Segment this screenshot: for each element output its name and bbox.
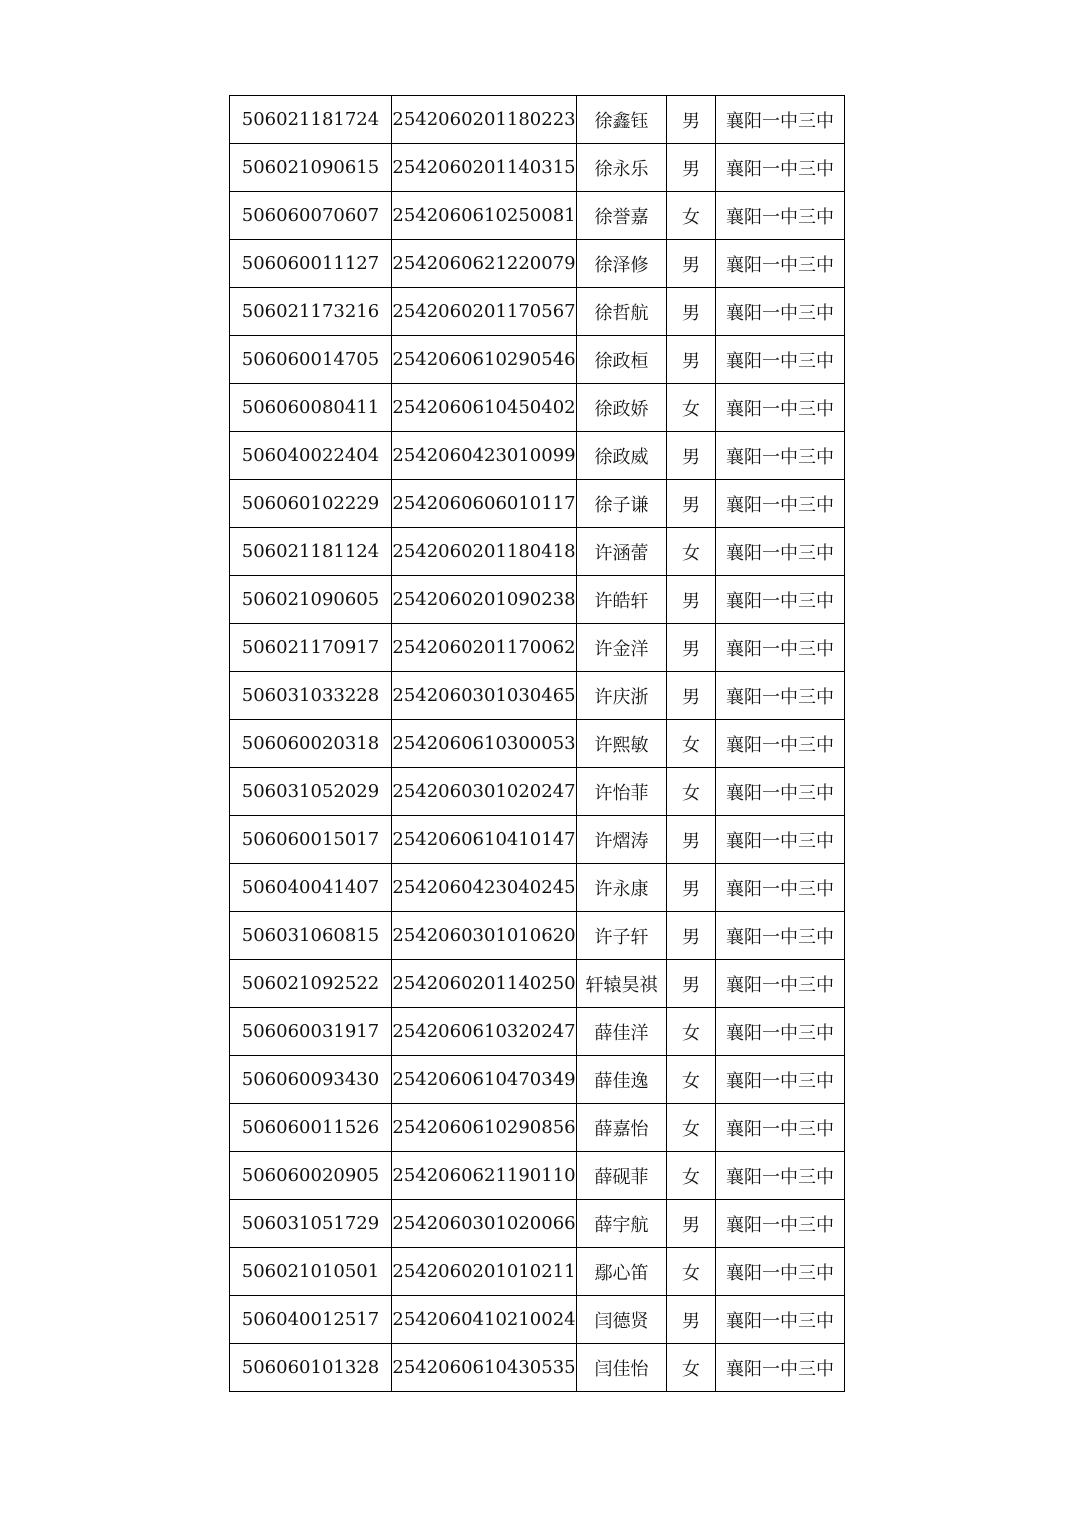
gender-cell: 男 <box>667 864 716 912</box>
table-row <box>230 240 845 288</box>
name-cell: 徐子谦 <box>577 480 667 528</box>
exam-number-cell: 506031060815 <box>230 912 392 960</box>
exam-number-cell: 506040041407 <box>230 864 392 912</box>
name-cell: 薛宇航 <box>577 1200 667 1248</box>
gender-cell: 男 <box>667 480 716 528</box>
exam-number-cell: 506060020905 <box>230 1152 392 1200</box>
name-cell: 闫德贤 <box>577 1296 667 1344</box>
exam-number-cell: 506021181724 <box>230 96 392 144</box>
gender-cell: 男 <box>667 1200 716 1248</box>
exam-number-cell: 506060014705 <box>230 336 392 384</box>
table-row <box>230 192 845 240</box>
table-row <box>230 912 845 960</box>
school-cell: 襄阳一中三中 <box>716 192 845 240</box>
school-cell: 襄阳一中三中 <box>716 1008 845 1056</box>
registration-number-cell: 2542060301020247 <box>392 768 577 816</box>
exam-number-cell: 506060015017 <box>230 816 392 864</box>
registration-number-cell: 2542060423040245 <box>392 864 577 912</box>
student-list-table <box>229 95 845 1392</box>
table-row <box>230 144 845 192</box>
exam-number-cell: 506021090615 <box>230 144 392 192</box>
registration-number-cell: 2542060606010117 <box>392 480 577 528</box>
school-cell: 襄阳一中三中 <box>716 480 845 528</box>
name-cell: 许子轩 <box>577 912 667 960</box>
registration-number-cell: 2542060301030465 <box>392 672 577 720</box>
name-cell: 鄢心笛 <box>577 1248 667 1296</box>
school-cell: 襄阳一中三中 <box>716 1104 845 1152</box>
name-cell: 薛佳洋 <box>577 1008 667 1056</box>
name-cell: 许金洋 <box>577 624 667 672</box>
name-cell: 徐泽修 <box>577 240 667 288</box>
school-cell: 襄阳一中三中 <box>716 240 845 288</box>
name-cell: 闫佳怡 <box>577 1344 667 1392</box>
exam-number-cell: 506060011526 <box>230 1104 392 1152</box>
gender-cell: 男 <box>667 432 716 480</box>
registration-number-cell: 2542060201140315 <box>392 144 577 192</box>
school-cell: 襄阳一中三中 <box>716 384 845 432</box>
school-cell: 襄阳一中三中 <box>716 432 845 480</box>
gender-cell: 女 <box>667 528 716 576</box>
table-row <box>230 288 845 336</box>
registration-number-cell: 2542060610300053 <box>392 720 577 768</box>
gender-cell: 女 <box>667 384 716 432</box>
exam-number-cell: 506021170917 <box>230 624 392 672</box>
registration-number-cell: 2542060201090238 <box>392 576 577 624</box>
name-cell: 薛砚菲 <box>577 1152 667 1200</box>
name-cell: 许熙敏 <box>577 720 667 768</box>
registration-number-cell: 2542060610290546 <box>392 336 577 384</box>
registration-number-cell: 2542060621220079 <box>392 240 577 288</box>
name-cell: 许熠涛 <box>577 816 667 864</box>
gender-cell: 男 <box>667 912 716 960</box>
table-row <box>230 624 845 672</box>
gender-cell: 男 <box>667 240 716 288</box>
exam-number-cell: 506040022404 <box>230 432 392 480</box>
gender-cell: 女 <box>667 1056 716 1104</box>
gender-cell: 女 <box>667 192 716 240</box>
gender-cell: 女 <box>667 1248 716 1296</box>
name-cell: 许庆浙 <box>577 672 667 720</box>
table-row <box>230 1152 845 1200</box>
exam-number-cell: 506021010501 <box>230 1248 392 1296</box>
gender-cell: 男 <box>667 960 716 1008</box>
table-row <box>230 336 845 384</box>
gender-cell: 男 <box>667 96 716 144</box>
name-cell: 许涵蕾 <box>577 528 667 576</box>
school-cell: 襄阳一中三中 <box>716 624 845 672</box>
table-body <box>230 96 845 1392</box>
school-cell: 襄阳一中三中 <box>716 1200 845 1248</box>
exam-number-cell: 506021090605 <box>230 576 392 624</box>
registration-number-cell: 2542060610430535 <box>392 1344 577 1392</box>
school-cell: 襄阳一中三中 <box>716 528 845 576</box>
exam-number-cell: 506040012517 <box>230 1296 392 1344</box>
exam-number-cell: 506021181124 <box>230 528 392 576</box>
school-cell: 襄阳一中三中 <box>716 1056 845 1104</box>
registration-number-cell: 2542060201170567 <box>392 288 577 336</box>
school-cell: 襄阳一中三中 <box>716 336 845 384</box>
gender-cell: 女 <box>667 1344 716 1392</box>
table-row <box>230 1056 845 1104</box>
exam-number-cell: 506060070607 <box>230 192 392 240</box>
table-row <box>230 960 845 1008</box>
table-row <box>230 864 845 912</box>
table-row <box>230 1248 845 1296</box>
gender-cell: 女 <box>667 1104 716 1152</box>
school-cell: 襄阳一中三中 <box>716 1152 845 1200</box>
exam-number-cell: 506060101328 <box>230 1344 392 1392</box>
registration-number-cell: 2542060201180418 <box>392 528 577 576</box>
table-row <box>230 816 845 864</box>
gender-cell: 男 <box>667 624 716 672</box>
exam-number-cell: 506021173216 <box>230 288 392 336</box>
exam-number-cell: 506060020318 <box>230 720 392 768</box>
name-cell: 徐政威 <box>577 432 667 480</box>
registration-number-cell: 2542060610450402 <box>392 384 577 432</box>
school-cell: 襄阳一中三中 <box>716 816 845 864</box>
name-cell: 徐政娇 <box>577 384 667 432</box>
registration-number-cell: 2542060610250081 <box>392 192 577 240</box>
registration-number-cell: 2542060610410147 <box>392 816 577 864</box>
school-cell: 襄阳一中三中 <box>716 1296 845 1344</box>
name-cell: 轩辕昊祺 <box>577 960 667 1008</box>
table-row <box>230 1008 845 1056</box>
gender-cell: 男 <box>667 576 716 624</box>
table-row <box>230 528 845 576</box>
exam-number-cell: 506031051729 <box>230 1200 392 1248</box>
gender-cell: 女 <box>667 720 716 768</box>
registration-number-cell: 2542060201170062 <box>392 624 577 672</box>
gender-cell: 女 <box>667 768 716 816</box>
table-row <box>230 480 845 528</box>
exam-number-cell: 506060093430 <box>230 1056 392 1104</box>
registration-number-cell: 2542060201010211 <box>392 1248 577 1296</box>
registration-number-cell: 2542060621190110 <box>392 1152 577 1200</box>
gender-cell: 男 <box>667 1296 716 1344</box>
school-cell: 襄阳一中三中 <box>716 720 845 768</box>
name-cell: 薛嘉怡 <box>577 1104 667 1152</box>
school-cell: 襄阳一中三中 <box>716 672 845 720</box>
table-row <box>230 96 845 144</box>
table-row <box>230 768 845 816</box>
name-cell: 徐永乐 <box>577 144 667 192</box>
gender-cell: 女 <box>667 1008 716 1056</box>
exam-number-cell: 506060102229 <box>230 480 392 528</box>
exam-number-cell: 506021092522 <box>230 960 392 1008</box>
school-cell: 襄阳一中三中 <box>716 864 845 912</box>
table-row <box>230 1296 845 1344</box>
table-row <box>230 576 845 624</box>
gender-cell: 女 <box>667 1152 716 1200</box>
table-row <box>230 720 845 768</box>
gender-cell: 男 <box>667 336 716 384</box>
table-row <box>230 1104 845 1152</box>
table-row <box>230 384 845 432</box>
name-cell: 薛佳逸 <box>577 1056 667 1104</box>
gender-cell: 男 <box>667 288 716 336</box>
gender-cell: 男 <box>667 672 716 720</box>
name-cell: 许永康 <box>577 864 667 912</box>
exam-number-cell: 506031033228 <box>230 672 392 720</box>
table-row <box>230 432 845 480</box>
name-cell: 徐哲航 <box>577 288 667 336</box>
school-cell: 襄阳一中三中 <box>716 1248 845 1296</box>
exam-number-cell: 506060080411 <box>230 384 392 432</box>
table-row <box>230 1344 845 1392</box>
school-cell: 襄阳一中三中 <box>716 1344 845 1392</box>
gender-cell: 男 <box>667 144 716 192</box>
exam-number-cell: 506060031917 <box>230 1008 392 1056</box>
name-cell: 许皓轩 <box>577 576 667 624</box>
registration-number-cell: 2542060301010620 <box>392 912 577 960</box>
registration-number-cell: 2542060423010099 <box>392 432 577 480</box>
name-cell: 徐誉嘉 <box>577 192 667 240</box>
registration-number-cell: 2542060610320247 <box>392 1008 577 1056</box>
name-cell: 徐鑫钰 <box>577 96 667 144</box>
registration-number-cell: 2542060610290856 <box>392 1104 577 1152</box>
registration-number-cell: 2542060201140250 <box>392 960 577 1008</box>
table-row <box>230 672 845 720</box>
name-cell: 许怡菲 <box>577 768 667 816</box>
school-cell: 襄阳一中三中 <box>716 288 845 336</box>
school-cell: 襄阳一中三中 <box>716 960 845 1008</box>
registration-number-cell: 2542060410210024 <box>392 1296 577 1344</box>
table-row <box>230 1200 845 1248</box>
school-cell: 襄阳一中三中 <box>716 912 845 960</box>
school-cell: 襄阳一中三中 <box>716 576 845 624</box>
school-cell: 襄阳一中三中 <box>716 96 845 144</box>
school-cell: 襄阳一中三中 <box>716 768 845 816</box>
registration-number-cell: 2542060610470349 <box>392 1056 577 1104</box>
registration-number-cell: 2542060301020066 <box>392 1200 577 1248</box>
gender-cell: 男 <box>667 816 716 864</box>
exam-number-cell: 506031052029 <box>230 768 392 816</box>
name-cell: 徐政桓 <box>577 336 667 384</box>
registration-number-cell: 2542060201180223 <box>392 96 577 144</box>
exam-number-cell: 506060011127 <box>230 240 392 288</box>
school-cell: 襄阳一中三中 <box>716 144 845 192</box>
